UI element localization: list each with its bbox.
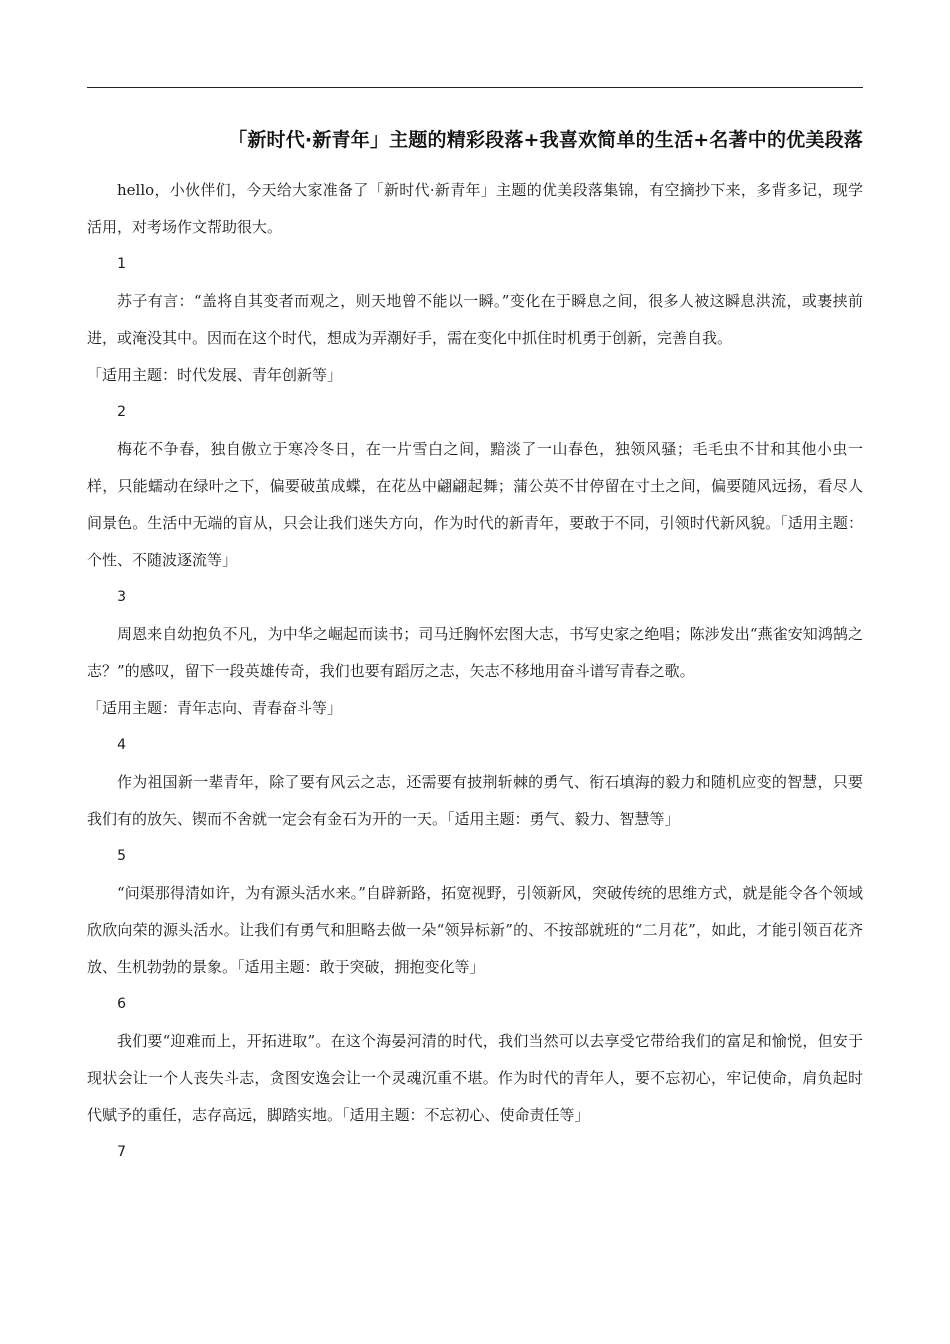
header-rule bbox=[87, 87, 863, 88]
intro-paragraph: hello，小伙伴们，今天给大家准备了「新时代·新青年」主题的优美段落集锦，有空摘抄下来，多背多记，现学活用，对考场作文帮助很大。 bbox=[87, 181, 863, 236]
section-text-4: 作为祖国新一辈青年，除了要有风云之志，还需要有披荆斩棘的勇气、衔石填海的毅力和随机应变的智慧，只要我们有的放矢、锲而不舍就一定会有金石为开的一天。「适用主题：勇气、毅力、智慧等」 bbox=[87, 773, 863, 828]
section-text-2: 梅花不争春，独自傲立于寒冷冬日，在一片雪白之间，黯淡了一山春色，独领风骚；毛毛虫不甘和其他小虫一样，只能蠕动在绿叶之下，偏要破茧成蝶，在花丛中翩翩起舞；蒲公英不甘停留在寸土之间，偏要随风远扬，看尽人间景色。生活中无端的盲从，只会让我们迷失方向，作为时代的新青年，要敢于不同，引领时代新风貌。「适用主题：个性、不随波逐流等」 bbox=[87, 440, 863, 569]
document-body bbox=[87, 172, 863, 1171]
section-number-5: 5 bbox=[117, 848, 127, 864]
section-text-5: “问渠那得清如许，为有源头活水来。”自辟新路，拓宽视野，引领新风，突破传统的思维方式，就是能令各个领域欣欣向荣的源头活水。让我们有勇气和胆略去做一朵“领异标新”的、不按部就班的“二月花”，如此，才能引领百花齐放、生机勃勃的景象。「适用主题：敢于突破，拥抱变化等」 bbox=[87, 884, 863, 976]
section-text-3: 周恩来自幼抱负不凡，为中华之崛起而读书；司马迁胸怀宏图大志，书写史家之绝唱；陈涉发出“燕雀安知鸿鹄之志？”的感叹，留下一段英雄传奇，我们也要有蹈厉之志，矢志不移地用奋斗谱写青春之歌。 bbox=[87, 625, 863, 680]
section-topic-3: 「适用主题：青年志向、青春奋斗等」 bbox=[87, 699, 343, 717]
section-number-1: 1 bbox=[117, 256, 127, 272]
section-number-2: 2 bbox=[117, 404, 127, 420]
section-number-4: 4 bbox=[117, 737, 127, 753]
section-text-6: 我们要“迎难而上，开拓进取”。在这个海晏河清的时代，我们当然可以去享受它带给我们的富足和愉悦，但安于现状会让一个人丧失斗志，贪图安逸会让一个灵魂沉重不堪。作为时代的青年人，要不忘初心，牢记使命，肩负起时代赋予的重任，志存高远，脚踏实地。「适用主题：不忘初心、使命责任等」 bbox=[87, 1032, 863, 1124]
section-number-3: 3 bbox=[117, 589, 127, 605]
section-text-1: 苏子有言：“盖将自其变者而观之，则天地曾不能以一瞬。”变化在于瞬息之间，很多人被这瞬息洪流，或裹挟前进，或淹没其中。因而在这个时代，想成为弄潮好手，需在变化中抓住时机勇于创新，完善自我。 bbox=[87, 292, 863, 347]
section-topic-1: 「适用主题：时代发展、青年创新等」 bbox=[87, 366, 343, 384]
section-number-6: 6 bbox=[117, 996, 127, 1012]
section-number-7: 7 bbox=[117, 1144, 127, 1160]
document-title: 「新时代·新青年」主题的精彩段落+我喜欢简单的生活+名著中的优美段落 bbox=[228, 129, 863, 151]
